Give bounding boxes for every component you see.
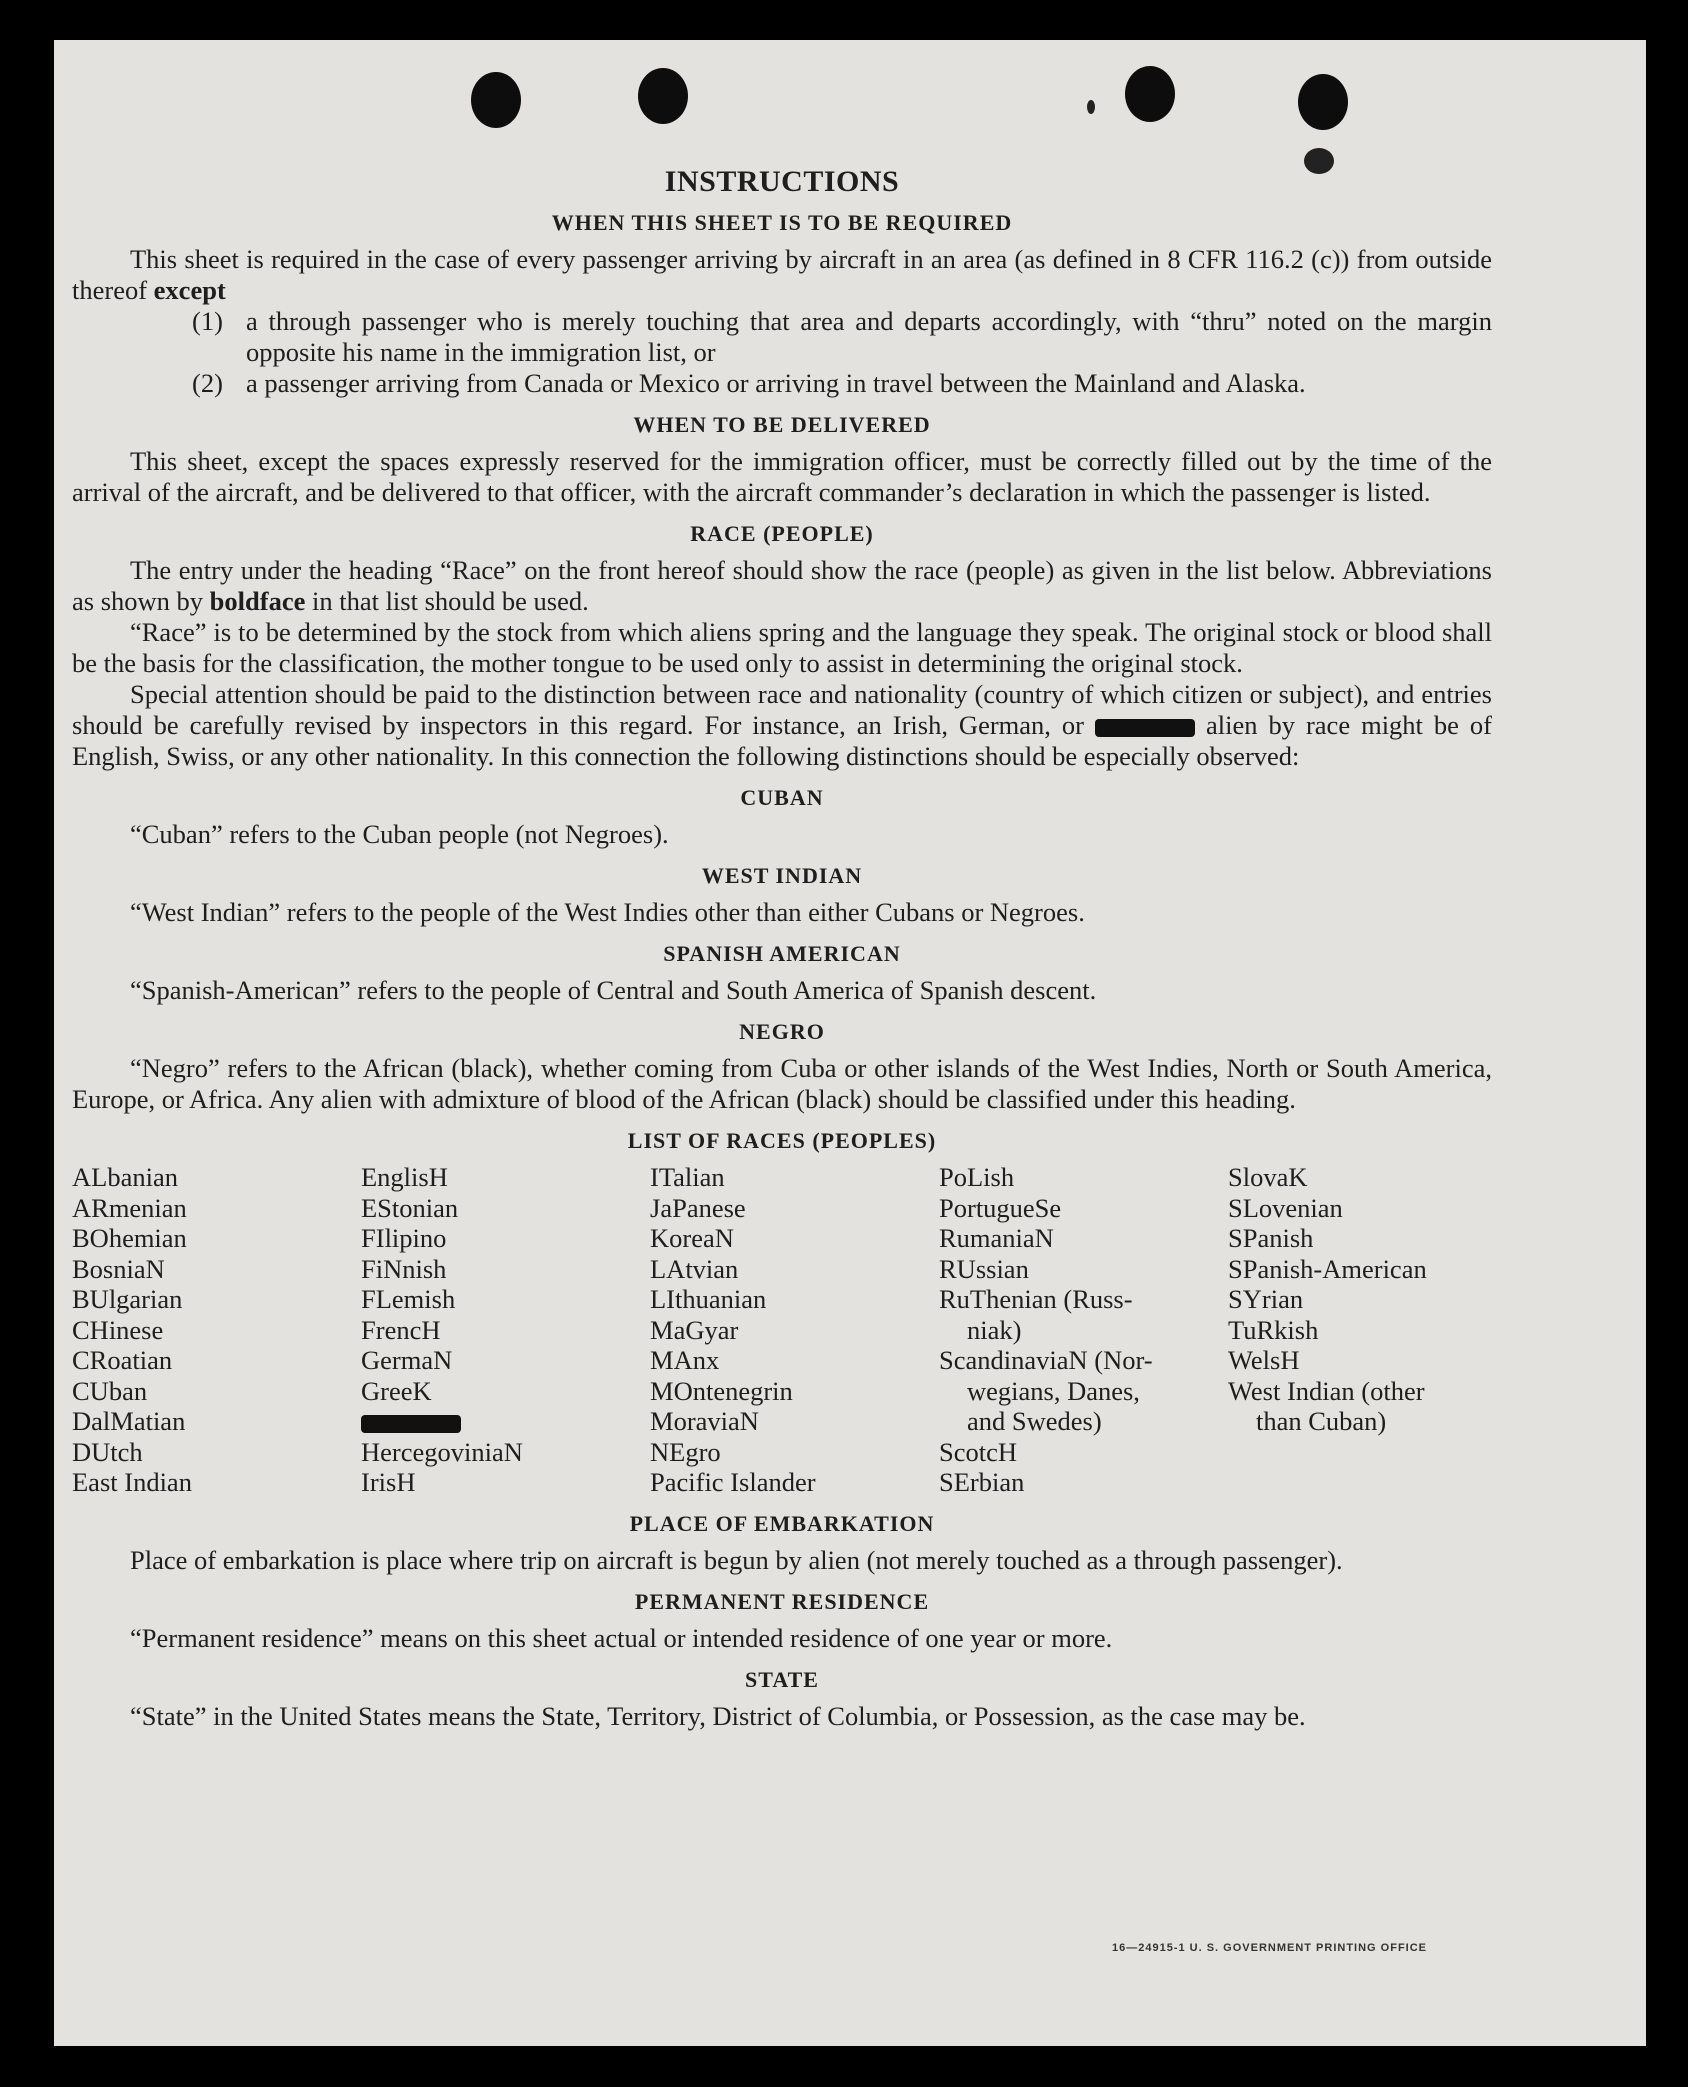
heading-place-of-embarkation: PLACE OF EMBARKATION [629,1510,935,1536]
race-entry: PoLish [939,1162,1015,1192]
race-paragraph-2: “Race” is to be determined by the stock from which aliens spring and the language they speak. The original stock or blood shall be the basis for the classification, the mother tongue to be used only to assist in determining the original stock. [72,617,1492,678]
race-entry: SYrian [1228,1284,1304,1314]
spanish-american-paragraph: “Spanish-American” refers to the people of Central and South America of Spanish descent. [130,975,1097,1005]
race-entry: RUssian [939,1253,1029,1284]
document-page [54,40,1646,2046]
race-entry: LIthuanian [650,1284,767,1314]
race-entry: MOntenegrin [650,1375,793,1406]
race-entry-continuation: wegians, Danes, [967,1375,1140,1406]
race-entry: ScandinaviaN (Nor- [939,1345,1153,1375]
race-entry: WelsH [1228,1345,1300,1375]
race-entry: PortugueSe [939,1192,1062,1223]
race-entry: West Indian (other [1228,1375,1425,1406]
exception-item-1: (1) a through passenger who is merely touching that area and departs accordingly, with “thru” noted on the margin opposite his name in the immigration list, or [192,306,1492,367]
printing-office-code: 16—24915-1 U. S. GOVERNMENT PRINTING OFFICE [1112,1942,1428,1954]
race-entry: LAtvian [650,1253,739,1284]
redacted-race-entry [361,1406,650,1437]
race-entry: RumaniaN [939,1223,1054,1253]
race-entry: Pacific Islander [650,1467,816,1497]
race-entry: BosniaN [72,1253,165,1284]
race-entry: SlovaK [1228,1162,1308,1192]
race-entry: MAnx [650,1345,720,1375]
races-column-2 [361,1162,650,1498]
race-entry: SPanish [1228,1223,1314,1253]
race-entry: MaGyar [650,1314,739,1345]
race-entry: SErbian [939,1467,1025,1497]
heading-west-indian: WEST INDIAN [701,863,863,888]
races-column-5 [1228,1162,1517,1498]
state-paragraph: “State” in the United States means the State, Territory, District of Columbia, or Possession, as the case may be. [130,1700,1306,1731]
punch-hole [471,72,521,128]
race-entry: IrisH [361,1467,416,1497]
race-entry: DalMatian [72,1406,186,1436]
races-column-3 [650,1162,939,1498]
race-entry: FLemish [361,1284,456,1314]
race-paragraph-1: The entry under the heading “Race” on the front hereof should show the race (people) as given in the list below. Abbreviations as shown by boldface in that list should be used. [72,555,1492,616]
race-entry-continuation: than Cuban) [1256,1406,1387,1436]
heading-race: RACE (PEOPLE) [690,521,874,546]
residence-paragraph: “Permanent residence” means on this sheet actual or intended residence of one year or more. [130,1622,1113,1653]
race-entry: JaPanese [650,1192,746,1223]
race-entry: TuRkish [1228,1314,1319,1345]
punch-hole [1298,74,1348,130]
races-column-4 [939,1162,1228,1498]
ink-speck [1087,100,1095,114]
race-entry: BOhemian [72,1223,187,1253]
heading-negro: NEGRO [739,1019,825,1044]
race-entry: CRoatian [72,1345,173,1375]
race-entry: EnglisH [361,1162,448,1192]
west-indian-paragraph: “West Indian” refers to the people of the West Indies other than either Cubans or Negroes. [130,897,1085,927]
race-entry-continuation: niak) [967,1314,1022,1345]
race-entry-continuation: and Swedes) [967,1406,1102,1436]
heading-list-of-races: LIST OF RACES (PEOPLES) [627,1128,937,1153]
race-entry: ALbanian [72,1162,178,1192]
heading-state: STATE [745,1666,819,1692]
redaction-mark [1095,719,1195,737]
race-entry: GermaN [361,1345,453,1375]
race-entry: HercegoviniaN [361,1436,523,1467]
race-entry: KoreaN [650,1223,734,1253]
when-required-paragraph: This sheet is required in the case of every passenger arriving by aircraft in an area (as defined in 8 CFR 116.2 (c)) from outside thereof except [72,244,1492,305]
heading-permanent-residence: PERMANENT RESIDENCE [634,1588,930,1614]
race-entry: FiNnish [361,1253,447,1284]
negro-paragraph: “Negro” refers to the African (black), whether coming from Cuba or other islands of the West Indies, North or South America, Europe, or Africa. Any alien with admixture of blood of the African (black) should be classified under this heading. [72,1053,1492,1114]
race-entry: CUban [72,1375,148,1406]
race-entry: RuThenian (Russ- [939,1284,1133,1314]
race-entry: DUtch [72,1436,143,1467]
race-entry: ScotcH [939,1436,1018,1467]
race-entry: SPanish-American [1228,1253,1427,1284]
race-paragraph-3: Special attention should be paid to the distinction between race and nationality (country of which citizen or subject), and entries should be carefully revised by inspectors in this regard. For instance, an Irish, German, or alien by race might be of English, Swiss, or any other nationality. In this connection the following distinctions should be especially observed: [72,679,1492,771]
race-entry: ARmenian [72,1192,187,1223]
punch-hole [638,68,688,124]
race-entry: East Indian [72,1467,192,1497]
heading-spanish-american: SPANISH AMERICAN [663,941,901,966]
heading-cuban: CUBAN [740,785,824,810]
cuban-paragraph: “Cuban” refers to the Cuban people (not Negroes). [130,819,669,849]
heading-when-required: WHEN THIS SHEET IS TO BE REQUIRED [551,210,1013,235]
race-entry: BUlgarian [72,1284,183,1314]
punch-hole [1125,66,1175,122]
race-entry: ITalian [650,1162,725,1192]
heading-when-delivered: WHEN TO BE DELIVERED [633,412,931,437]
race-entry: FIlipino [361,1223,447,1253]
instructions-body [72,166,1492,1732]
races-list [72,1162,1492,1498]
race-entry: SLovenian [1228,1192,1343,1223]
race-entry: CHinese [72,1314,164,1345]
when-delivered-paragraph: This sheet, except the spaces expressly reserved for the immigration officer, must be correctly filled out by the time of the arrival of the aircraft, and be delivered to that officer, with the aircraft commander’s declaration in which the passenger is listed. [72,446,1492,507]
races-column-1 [72,1162,361,1498]
redaction-mark [361,1415,461,1433]
race-entry: FrencH [361,1314,441,1345]
race-entry: MoraviaN [650,1406,759,1436]
document-title: INSTRUCTIONS [664,165,900,198]
race-entry: NEgro [650,1436,721,1467]
race-entry: GreeK [361,1375,432,1406]
embarkation-paragraph: Place of embarkation is place where trip on aircraft is begun by alien (not merely touched as a through passenger). [130,1544,1343,1575]
exception-item-2: (2) a passenger arriving from Canada or Mexico or arriving in travel between the Mainland and Alaska. [192,368,1306,398]
race-entry: EStonian [361,1192,459,1223]
